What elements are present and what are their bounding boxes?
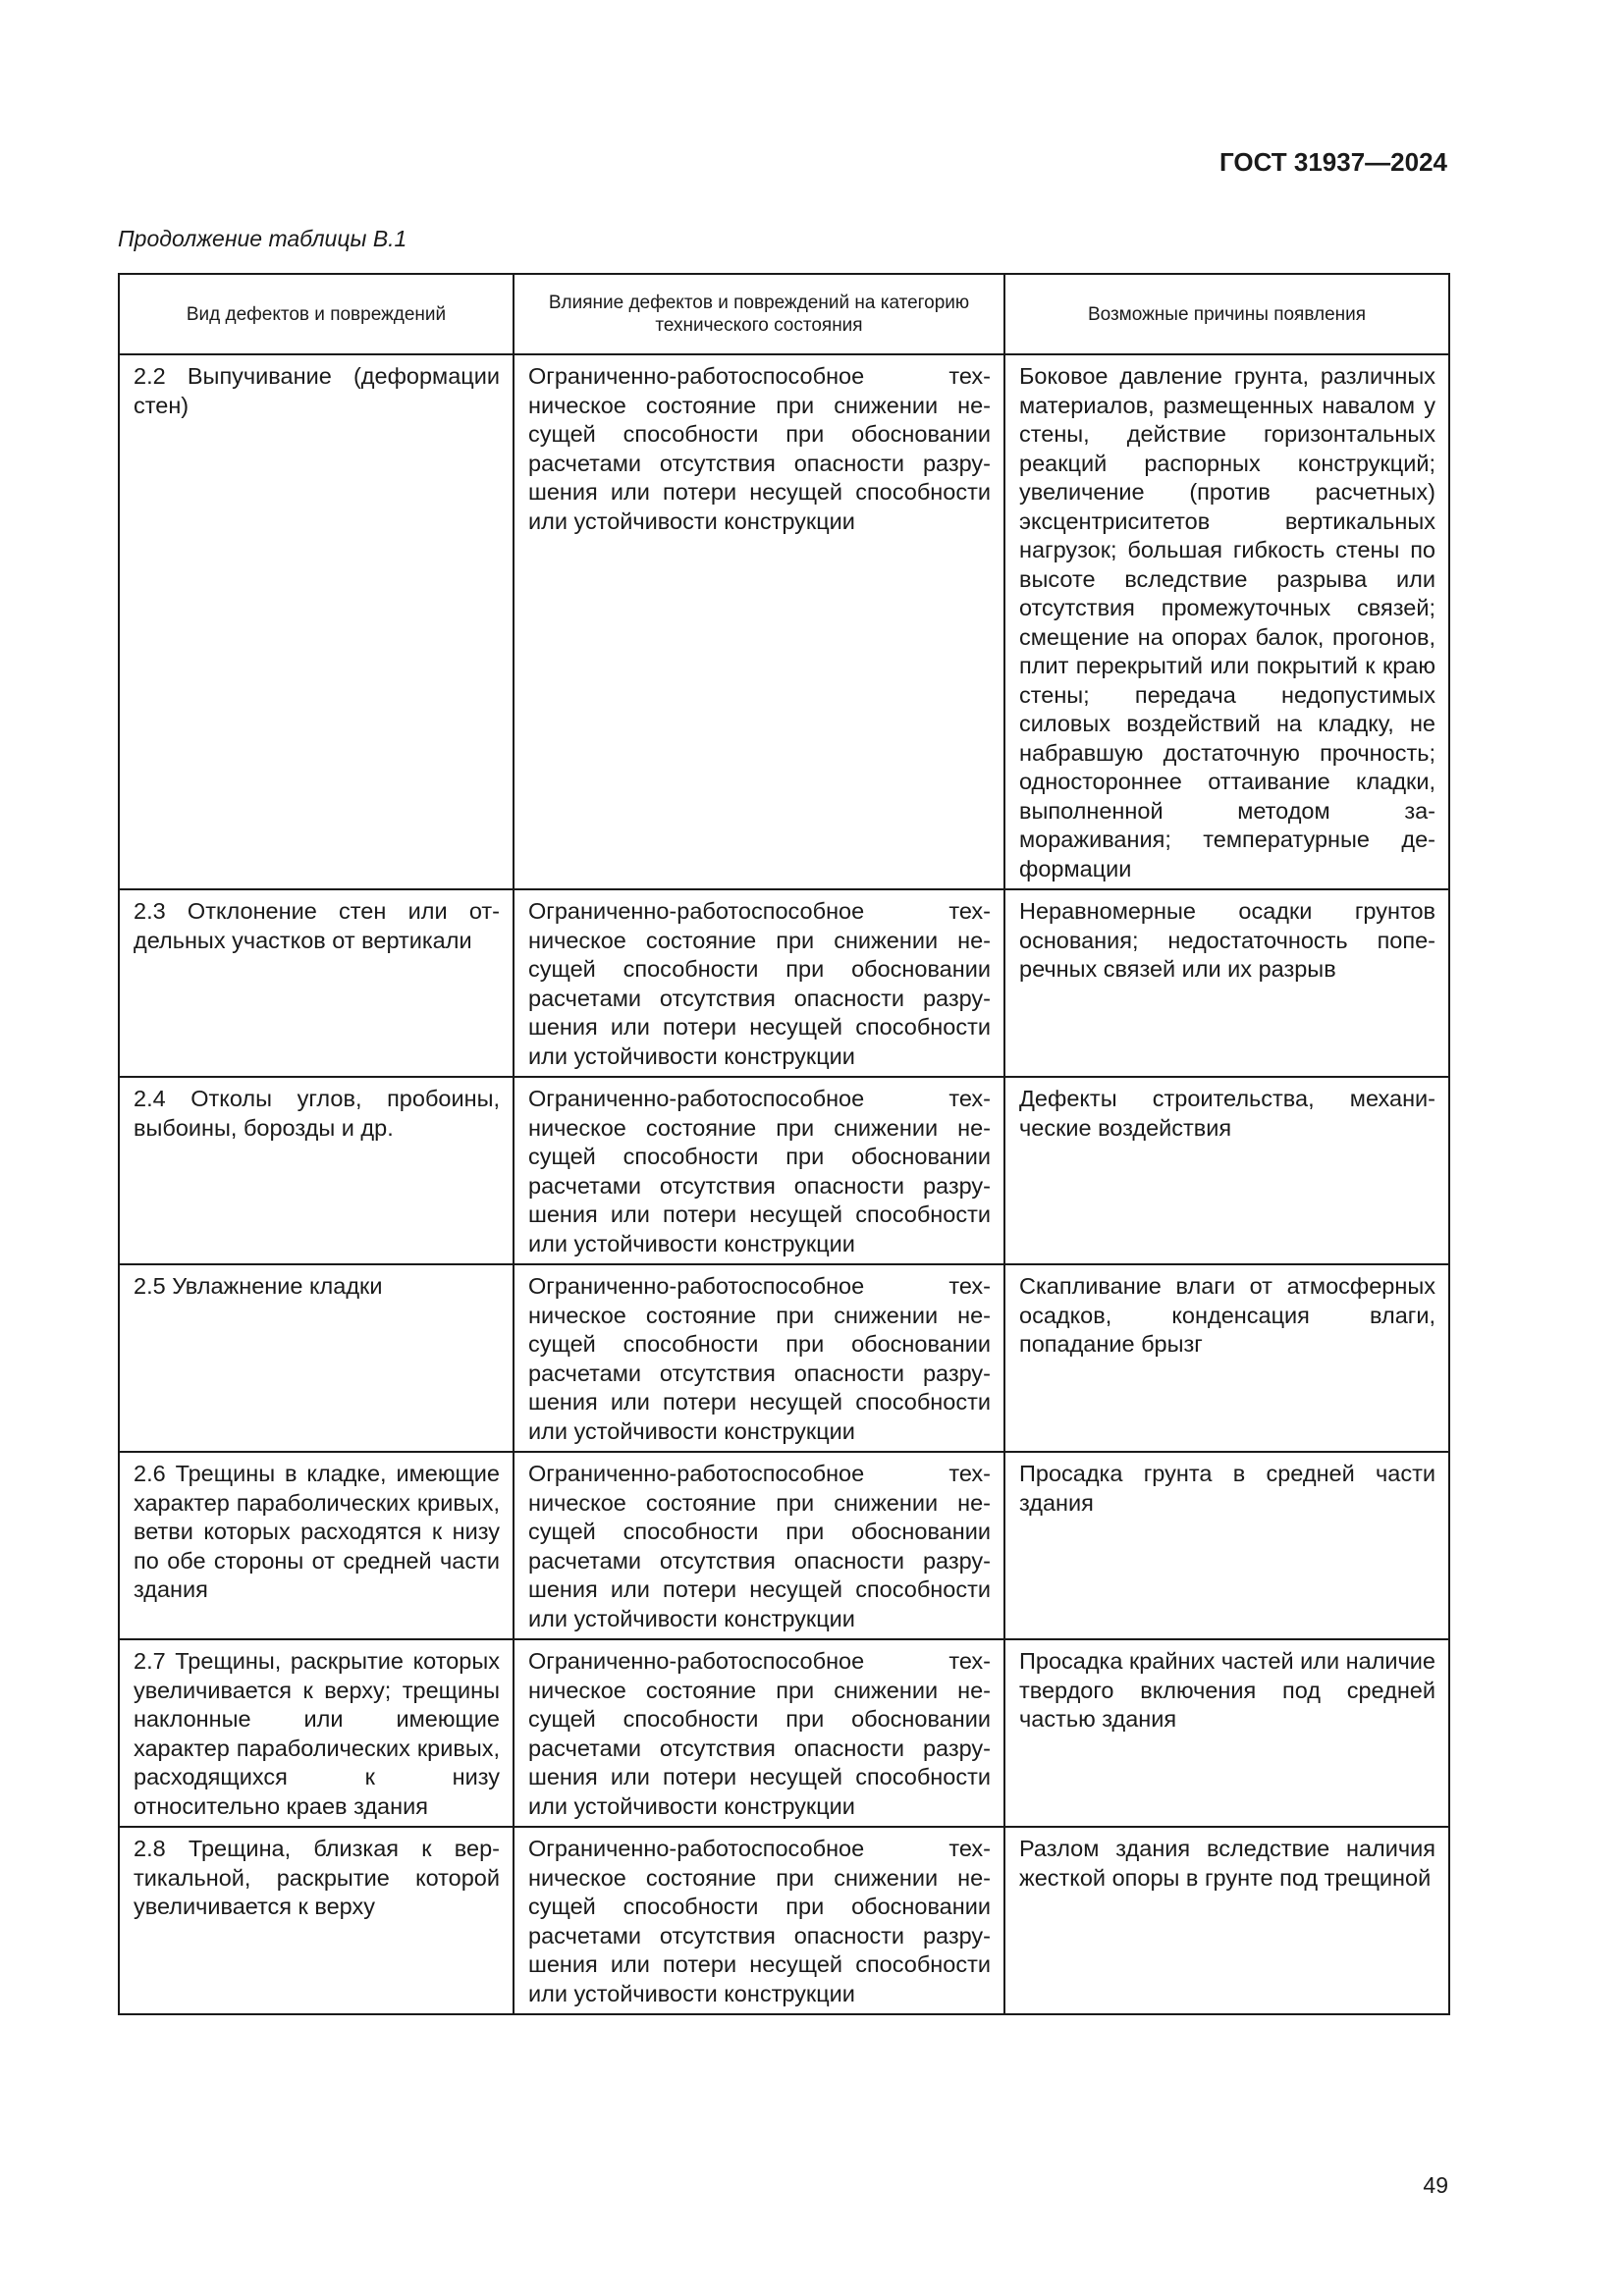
causes-cell: Боковое давление грунта, различных материалов, размещенных навалом у стены, действие горизонтальных реакций распорных конструкций; увеличение (против расчетных) эксцентриситетов вертикальных нагрузок; большая гибкость стены по высоте вследствие разрыва или отсутствия промежуточных связей; смещение на опорах балок, прогонов, плит перекрытий или покрытий к краю стены; передача недопустимых силовых воздействий на кладку, не набравшую достаточную прочность; одностороннее оттаивание кладки, выполненной методом замораживания; температурные деформации <box>1004 354 1449 889</box>
table-row <box>119 1827 1449 2014</box>
column-header-causes: Возможные причины появления <box>1004 274 1449 354</box>
table-caption: Продолжение таблицы В.1 <box>118 226 407 251</box>
standard-designation: ГОСТ 31937—2024 <box>1219 147 1447 177</box>
table-row <box>119 1639 1449 1827</box>
impact-cell: Ограниченно-работоспособное техническое состояние при снижении несущей способности при обосновании расчетами отсутствия опасности разрушения или потери несущей способности или устойчивости конструкции <box>514 889 1004 1077</box>
impact-cell: Ограниченно-работоспособное техническое состояние при снижении несущей способности при обосновании расчетами отсутствия опасности разрушения или потери несущей способности или устойчивости конструкции <box>514 1264 1004 1452</box>
defect-cell: 2.7 Трещины, раскрытие которых увеличивается к верху; трещины наклонные или имеющие характер параболических кривых, расходящихся к низу относительно краев здания <box>119 1639 514 1827</box>
defects-table <box>118 273 1450 2015</box>
impact-cell: Ограниченно-работоспособное техническое состояние при снижении несущей способности при обосновании расчетами отсутствия опасности разрушения или потери несущей способности или устойчивости конструкции <box>514 1827 1004 2014</box>
table-row <box>119 1264 1449 1452</box>
causes-cell: Просадка крайних частей или наличие твердого включения под средней частью здания <box>1004 1639 1449 1827</box>
causes-cell: Дефекты строительства, механические воздействия <box>1004 1077 1449 1264</box>
impact-cell: Ограниченно-работоспособное техническое состояние при снижении несущей способности при обосновании расчетами отсутствия опасности разрушения или потери несущей способности или устойчивости конструкции <box>514 354 1004 889</box>
table-row <box>119 1077 1449 1264</box>
table-row <box>119 889 1449 1077</box>
defect-cell: 2.4 Отколы углов, пробоины, выбоины, борозды и др. <box>119 1077 514 1264</box>
causes-cell: Просадка грунта в средней части здания <box>1004 1452 1449 1639</box>
defect-cell: 2.5 Увлажнение кладки <box>119 1264 514 1452</box>
causes-cell: Неравномерные осадки грунтов основания; недостаточность поперечных связей или их разрыв <box>1004 889 1449 1077</box>
causes-cell: Разлом здания вследствие наличия жесткой опоры в грунте под трещиной <box>1004 1827 1449 2014</box>
defect-cell: 2.6 Трещины в кладке, имеющие характер параболических кривых, ветви которых расходятся к низу по обе стороны от средней части здания <box>119 1452 514 1639</box>
defect-cell: 2.3 Отклонение стен или отдельных участков от вертикали <box>119 889 514 1077</box>
defect-cell: 2.8 Трещина, близкая к вертикальной, раскрытие которой увеличивается к верху <box>119 1827 514 2014</box>
impact-cell: Ограниченно-работоспособное техническое состояние при снижении несущей способности при обосновании расчетами отсутствия опасности разрушения или потери несущей способности или устойчивости конструкции <box>514 1452 1004 1639</box>
table-row <box>119 1452 1449 1639</box>
column-header-impact: Влияние дефектов и повреждений на категорию технического состояния <box>514 274 1004 354</box>
defect-cell: 2.2 Выпучивание (деформации стен) <box>119 354 514 889</box>
causes-cell: Скапливание влаги от атмосферных осадков, конденсация влаги, попадание брызг <box>1004 1264 1449 1452</box>
table-row <box>119 354 1449 889</box>
table-header-row <box>119 274 1449 354</box>
page-number: 49 <box>1423 2172 1448 2198</box>
impact-cell: Ограниченно-работоспособное техническое состояние при снижении несущей способности при обосновании расчетами отсутствия опасности разрушения или потери несущей способности или устойчивости конструкции <box>514 1639 1004 1827</box>
column-header-defect-type: Вид дефектов и повреждений <box>119 274 514 354</box>
impact-cell: Ограниченно-работоспособное техническое состояние при снижении несущей способности при обосновании расчетами отсутствия опасности разрушения или потери несущей способности или устойчивости конструкции <box>514 1077 1004 1264</box>
